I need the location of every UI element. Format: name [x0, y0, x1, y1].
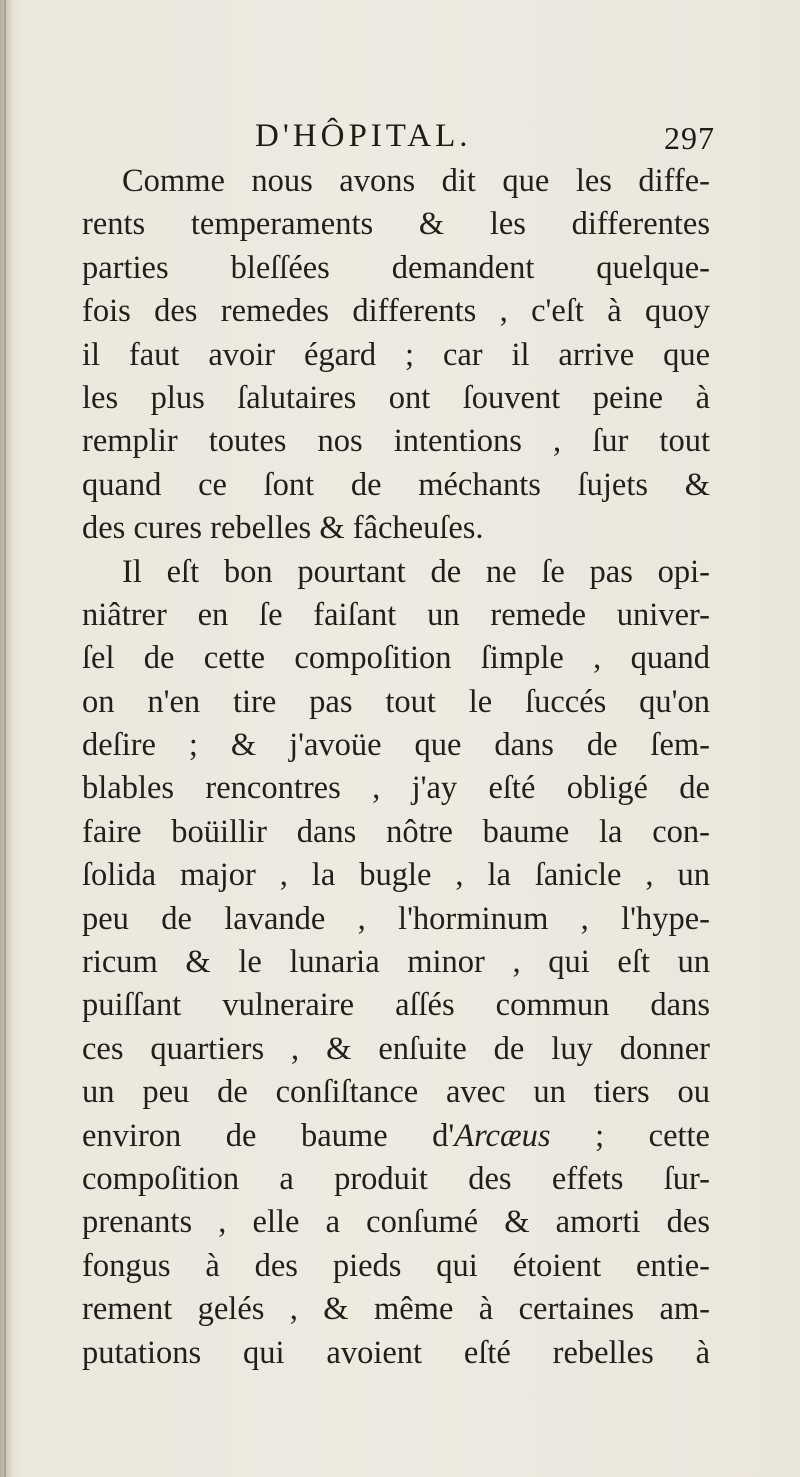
text-line: ces quartiers , & enſuite de luy donner	[82, 1030, 710, 1067]
text-line: rement gelés , & même à certaines am-	[82, 1291, 710, 1328]
text-line: peu de lavande , l'horminum , l'hype-	[82, 900, 710, 937]
text-line: fois des remedes differents , c'eſt à quoy	[82, 293, 710, 330]
text-line: rents temperaments & les differentes	[82, 206, 710, 243]
gutter-shadow	[0, 0, 14, 1477]
italic-name: Arcæus	[454, 1117, 551, 1154]
page-header	[255, 118, 715, 162]
text-line: deſire ; & j'avoüe que dans de ſem-	[82, 727, 710, 764]
text-line: compoſition a produit des effets ſur-	[82, 1160, 710, 1197]
text-line: niâtrer en ſe faiſant un remede univer-	[82, 596, 710, 633]
gutter-line	[4, 0, 6, 1477]
text-line: fongus à des pieds qui étoient entie-	[82, 1247, 710, 1284]
text-line: remplir toutes nos intentions , ſur tout	[82, 423, 710, 460]
text-line: Il eſt bon pourtant de ne ſe pas opi-	[122, 553, 710, 590]
text-line: ricum & le lunaria minor , qui eſt un	[82, 944, 710, 981]
text-line: des cures rebelles & fâcheuſes.	[82, 510, 484, 547]
text-line-with-italic	[82, 1115, 710, 1158]
running-title: D'HÔPITAL.	[255, 118, 472, 154]
page-number: 297	[664, 120, 715, 156]
text-segment: environ de baume d'	[82, 1117, 455, 1154]
body-text	[82, 160, 710, 1375]
text-line: un peu de conſiſtance avec un tiers ou	[82, 1074, 710, 1111]
text-line: parties bleſſées demandent quelque-	[82, 249, 710, 286]
text-line: ſolida major , la bugle , la ſanicle , un	[82, 857, 710, 894]
text-segment: ; cette	[550, 1117, 710, 1154]
text-line: Comme nous avons dit que les diffe-	[122, 163, 710, 199]
text-line: quand ce ſont de méchants ſujets &	[82, 466, 710, 503]
text-line: blables rencontres , j'ay eſté obligé de	[82, 770, 710, 807]
text-line: puiſſant vulneraire aſſés commun dans	[82, 987, 710, 1024]
text-line: faire boüillir dans nôtre baume la con-	[82, 813, 710, 850]
text-line: prenants , elle a conſumé & amorti des	[82, 1204, 710, 1241]
text-line: il faut avoir égard ; car il arrive que	[82, 336, 710, 373]
text-line: ſel de cette compoſition ſimple , quand	[82, 640, 710, 677]
text-line: les plus ſalutaires ont ſouvent peine à	[82, 379, 710, 416]
text-line: putations qui avoient eſté rebelles à	[82, 1334, 710, 1371]
text-line: on n'en tire pas tout le ſuccés qu'on	[82, 683, 710, 720]
